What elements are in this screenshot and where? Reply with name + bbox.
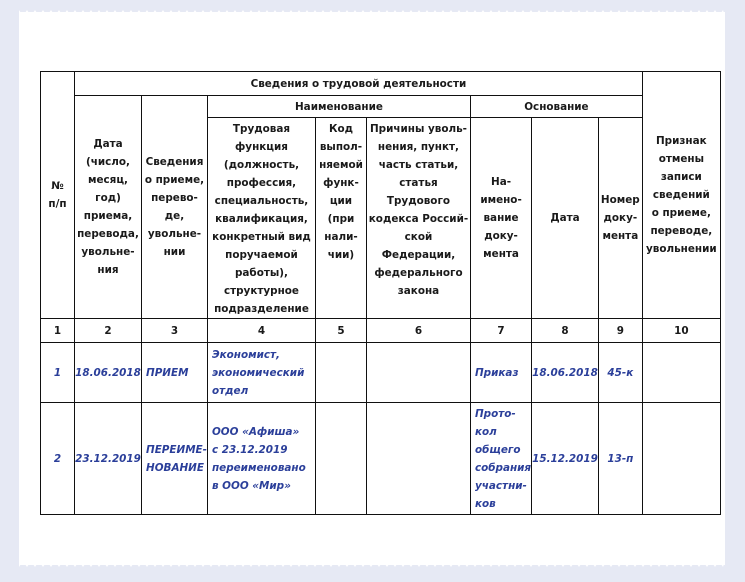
column-number: 7: [470, 319, 531, 343]
cell-doc-date: 18.06.2018: [532, 343, 599, 403]
cell-info: ПРИЕМ: [142, 343, 208, 403]
cell-doc-number: 13-п: [598, 403, 642, 515]
table-row: [41, 403, 721, 515]
header-cancel-flag: Признак отмены записи сведений о приеме, переводе, увольнении: [642, 72, 720, 319]
column-number: 3: [142, 319, 208, 343]
cell-row-number: 2: [41, 403, 75, 515]
column-number: 2: [75, 319, 142, 343]
header-group-name: Наименование: [207, 96, 470, 118]
cell-cancel-flag: [642, 343, 720, 403]
column-number: 6: [366, 319, 470, 343]
column-number: 4: [207, 319, 315, 343]
employment-record-table: [40, 71, 721, 515]
cell-cancel-flag: [642, 403, 720, 515]
cell-row-number: 1: [41, 343, 75, 403]
cell-function-code: [315, 343, 366, 403]
header-title: Сведения о трудовой деятельности: [75, 72, 643, 96]
header-info: Сведения о приеме, перево- де, увольне- нии: [142, 96, 208, 319]
cell-doc-name: Прото- кол общего собрания участни- ков: [470, 403, 531, 515]
cell-labor-function: ООО «Афиша» с 23.12.2019 переименовано в ООО «Мир»: [207, 403, 315, 515]
cell-dismissal-reason: [366, 403, 470, 515]
column-number: 9: [598, 319, 642, 343]
header-doc-name: На- имено- вание доку- мента: [470, 118, 531, 319]
header-date: Дата (число, месяц, год) приема, перевода, увольне- ния: [75, 96, 142, 319]
torn-edge-bottom: [19, 561, 725, 571]
cell-doc-date: 15.12.2019: [532, 403, 599, 515]
cell-date: 23.12.2019: [75, 403, 142, 515]
cell-dismissal-reason: [366, 343, 470, 403]
cell-labor-function: Экономист, экономический отдел: [207, 343, 315, 403]
column-number: 8: [532, 319, 599, 343]
header-labor-function: Трудовая функция (должность, профессия, специальность, квалификация, конкретный вид поручаемой работы), структурное подразделение: [207, 118, 315, 319]
header-row-number: № п/п: [41, 72, 75, 319]
cell-doc-number: 45-к: [598, 343, 642, 403]
table-row: [41, 343, 721, 403]
header-doc-number: Номер доку- мента: [598, 118, 642, 319]
header-function-code: Код выпол- няемой функ- ции (при нали- чии): [315, 118, 366, 319]
cell-info: ПЕРЕИМЕ- НОВАНИЕ: [142, 403, 208, 515]
column-number: 5: [315, 319, 366, 343]
column-number: 10: [642, 319, 720, 343]
header-dismissal-reasons: Причины уволь- нения, пункт, часть статьи, статья Трудового кодекса Россий- ской Федерации, федерального закона: [366, 118, 470, 319]
header-group-basis: Основание: [470, 96, 642, 118]
cell-date: 18.06.2018: [75, 343, 142, 403]
header-doc-date: Дата: [532, 118, 599, 319]
cell-doc-name: Приказ: [470, 343, 531, 403]
cell-function-code: [315, 403, 366, 515]
torn-edge-top: [19, 6, 725, 16]
column-number: 1: [41, 319, 75, 343]
